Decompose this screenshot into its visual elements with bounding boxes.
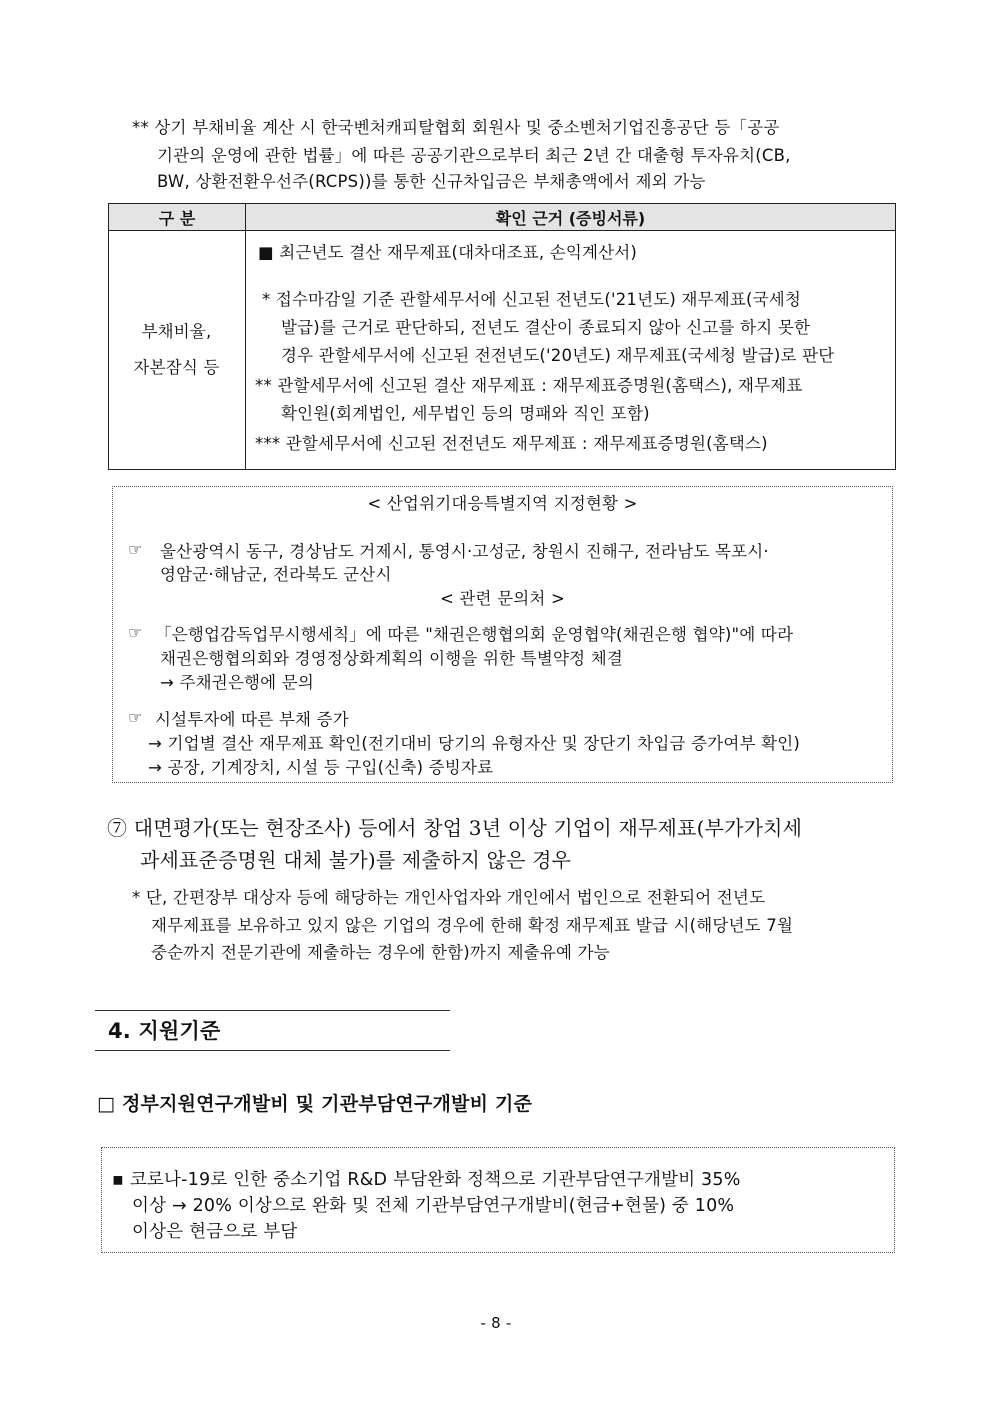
table-note1-line-2: 발급)를 근거로 판단하되, 전년도 결산이 종료되지 않아 신고를 하지 못한: [281, 318, 811, 337]
page-number: - 8 -: [480, 1314, 512, 1332]
info-item2-line-3: → 주채권은행에 문의: [160, 673, 315, 692]
info-item3-line-1: 시설투자에 따른 부채 증가: [155, 710, 349, 729]
item7-note-line-1: * 단, 간편장부 대상자 등에 해당하는 개인사업자와 개인에서 법인으로 전환되어 전년도: [132, 888, 766, 907]
table-row-label-line-1: 부채비율,: [141, 322, 212, 341]
support-line-3: 이상은 현금으로 부담: [132, 1222, 298, 1242]
info-item2-line-2: 채권은행협의회와 경영정상화계획의 이행을 위한 특별약정 체결: [160, 649, 623, 668]
info-item1-line-1: 울산광역시 동구, 경상남도 거제시, 통영시·고성군, 창원시 진해구, 전라남도 목포시·: [160, 542, 769, 561]
table-note2-line-2: 확인원(회계법인, 세무법인 등의 명패와 직인 포함): [281, 404, 650, 423]
info-item3-line-2: → 기업별 결산 재무제표 확인(전기대비 당기의 유형자산 및 장단기 차입금 증가여부 확인): [148, 734, 801, 753]
pointing-hand-icon: ☞: [128, 708, 143, 727]
info-item2-line-1: 「은행업감독업무시행세칙」에 따른 "채권은행협의회 운영협약(채권은행 협약)"에 따라: [155, 625, 794, 644]
item7-note-line-2: 재무제표를 보유하고 있지 않은 기업의 경우에 한해 확정 재무제표 발급 시(해당년도 7월: [151, 916, 794, 935]
top-note-line-3: BW, 상환전환우선주(RCPS))를 통한 신규차입금은 부채총액에서 제외 가능: [157, 172, 706, 191]
pointing-hand-icon: ☞: [128, 540, 143, 559]
table-header-category: 구 분: [109, 204, 246, 231]
info-box-title-regions: < 산업위기대응특별지역 지정현황 >: [367, 494, 638, 513]
item7-line-2: 과세표준증명원 대체 불가)를 제출하지 않은 경우: [140, 848, 572, 872]
support-line-1: ▪ 코로나-19로 인한 중소기업 R&D 부담완화 정책으로 기관부담연구개발비 35%: [112, 1170, 741, 1190]
table-note1-line-1: * 접수마감일 기준 관할세무서에 신고된 전년도('21년도) 재무제표(국세청: [262, 290, 802, 309]
table-note3-line: *** 관할세무서에 신고된 전전년도 재무제표 : 재무제표증명원(홈택스): [255, 434, 768, 453]
table-note2-line-1: ** 관할세무서에 신고된 결산 재무제표 : 재무제표증명원(홈택스), 재무제표: [255, 376, 803, 395]
info-item1-line-2: 영암군·해남군, 전라북도 군산시: [160, 565, 392, 584]
pointing-hand-icon: ☞: [128, 623, 143, 642]
section-rule-bottom: [95, 1050, 450, 1051]
info-box-title-contact: < 관련 문의처 >: [439, 589, 566, 608]
table-row-label-cell: [109, 231, 246, 470]
subsection-title: □ 정부지원연구개발비 및 기관부담연구개발비 기준: [97, 1093, 533, 1115]
top-note-line-1: ** 상기 부채비율 계산 시 한국벤처캐피탈협회 회원사 및 중소벤처기업진흥공단 등「공공: [132, 118, 780, 137]
table-bullet-line: ■ 최근년도 결산 재무제표(대차대조표, 손익계산서): [258, 243, 638, 262]
table-header-evidence: 확인 근거 (증빙서류): [246, 204, 896, 231]
support-line-2: 이상 → 20% 이상으로 완화 및 전체 기관부담연구개발비(현금+현물) 중 10%: [132, 1196, 735, 1216]
item7-line-1: ⑦ 대면평가(또는 현장조사) 등에서 창업 3년 이상 기업이 재무제표(부가가치세: [107, 816, 803, 840]
section-4-title: 4. 지원기준: [108, 1019, 221, 1043]
table-row-label-line-2: 자본잠식 등: [133, 358, 220, 377]
top-note-line-2: 기관의 운영에 관한 법률」에 따른 공공기관으로부터 최근 2년 간 대출형 투자유치(CB,: [157, 146, 791, 165]
item7-note-line-3: 중순까지 전문기관에 제출하는 경우에 한함)까지 제출유예 가능: [151, 943, 610, 962]
info-item3-line-3: → 공장, 기계장치, 시설 등 구입(신축) 증빙자료: [148, 758, 494, 777]
table-note1-line-3: 경우 관할세무서에 신고된 전전년도('20년도) 재무제표(국세청 발급)로 판단: [281, 346, 835, 365]
section-rule-top: [95, 1010, 450, 1011]
